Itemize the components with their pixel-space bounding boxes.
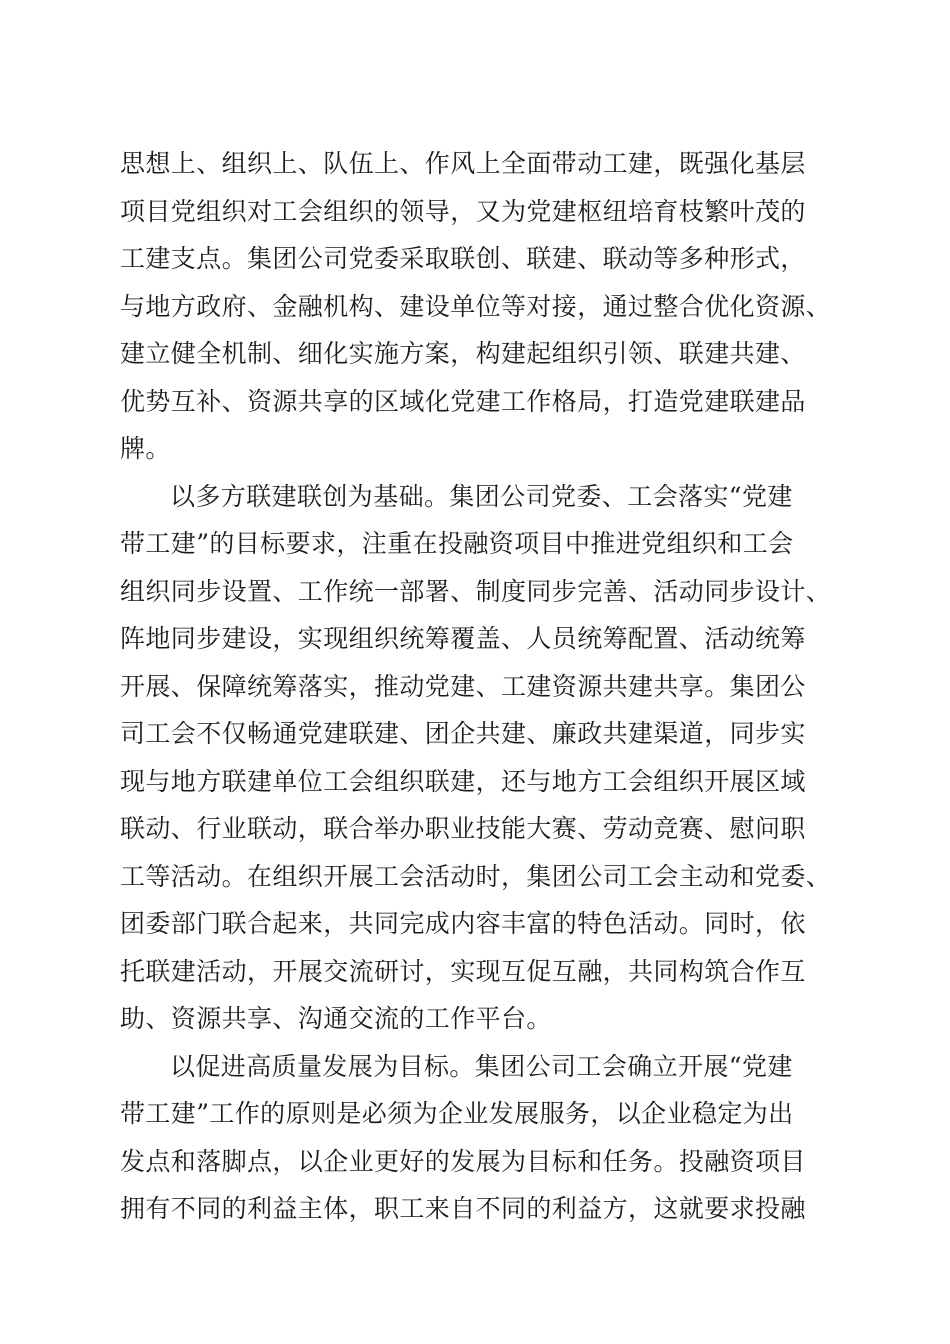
text-line: 带工建”工作的原则是必须为企业发展服务，以企业稳定为出	[120, 1099, 794, 1128]
paragraph-heading-line: 以多方联建联创为基础。集团公司党委、工会落实“党建	[170, 481, 793, 511]
text-line: 现与地方联建单位工会组织联建，还与地方工会组织开展区域	[120, 766, 806, 796]
text-line: 发点和落脚点，以企业更好的发展为目标和任务。投融资项目	[120, 1146, 806, 1176]
text-line: 工等活动。在组织开展工会活动时，集团公司工会主动和党委、	[120, 861, 832, 891]
text-line: 带工建”的目标要求，注重在投融资项目中推进党组织和工会	[120, 529, 794, 558]
body-text	[120, 140, 860, 1233]
text-line: 牌。	[120, 434, 171, 463]
text-line: 工建支点。集团公司党委采取联创、联建、联动等多种形式，	[120, 244, 806, 273]
text-line: 与地方政府、金融机构、建设单位等对接，通过整合优化资源、	[120, 291, 832, 321]
text-line: 团委部门联合起来，共同完成内容丰富的特色活动。同时，依	[120, 909, 806, 938]
text-line: 开展、保障统筹落实，推动党建、工建资源共建共享。集团公	[120, 671, 806, 701]
text-line: 司工会不仅畅通党建联建、团企共建、廉政共建渠道，同步实	[120, 719, 806, 748]
paragraph-heading-line: 以促进高质量发展为目标。集团公司工会确立开展“党建	[170, 1051, 793, 1081]
text-line: 助、资源共享、沟通交流的工作平台。	[120, 1004, 552, 1033]
text-line: 拥有不同的利益主体，职工来自不同的利益方，这就要求投融	[120, 1194, 806, 1223]
text-line: 托联建活动，开展交流研讨，实现互促互融，共同构筑合作互	[120, 956, 806, 986]
text-line: 项目党组织对工会组织的领导，又为党建枢纽培育枝繁叶茂的	[120, 196, 806, 226]
text-line: 阵地同步建设，实现组织统筹覆盖、人员统筹配置、活动统筹	[120, 624, 806, 653]
text-line: 建立健全机制、细化实施方案，构建起组织引领、联建共建、	[120, 339, 806, 368]
text-line: 思想上、组织上、队伍上、作风上全面带动工建，既强化基层	[120, 149, 806, 178]
text-line: 组织同步设置、工作统一部署、制度同步完善、活动同步设计、	[120, 576, 832, 606]
text-line: 优势互补、资源共享的区域化党建工作格局，打造党建联建品	[120, 386, 806, 416]
text-line: 联动、行业联动，联合举办职业技能大赛、劳动竞赛、慰问职	[120, 814, 806, 843]
